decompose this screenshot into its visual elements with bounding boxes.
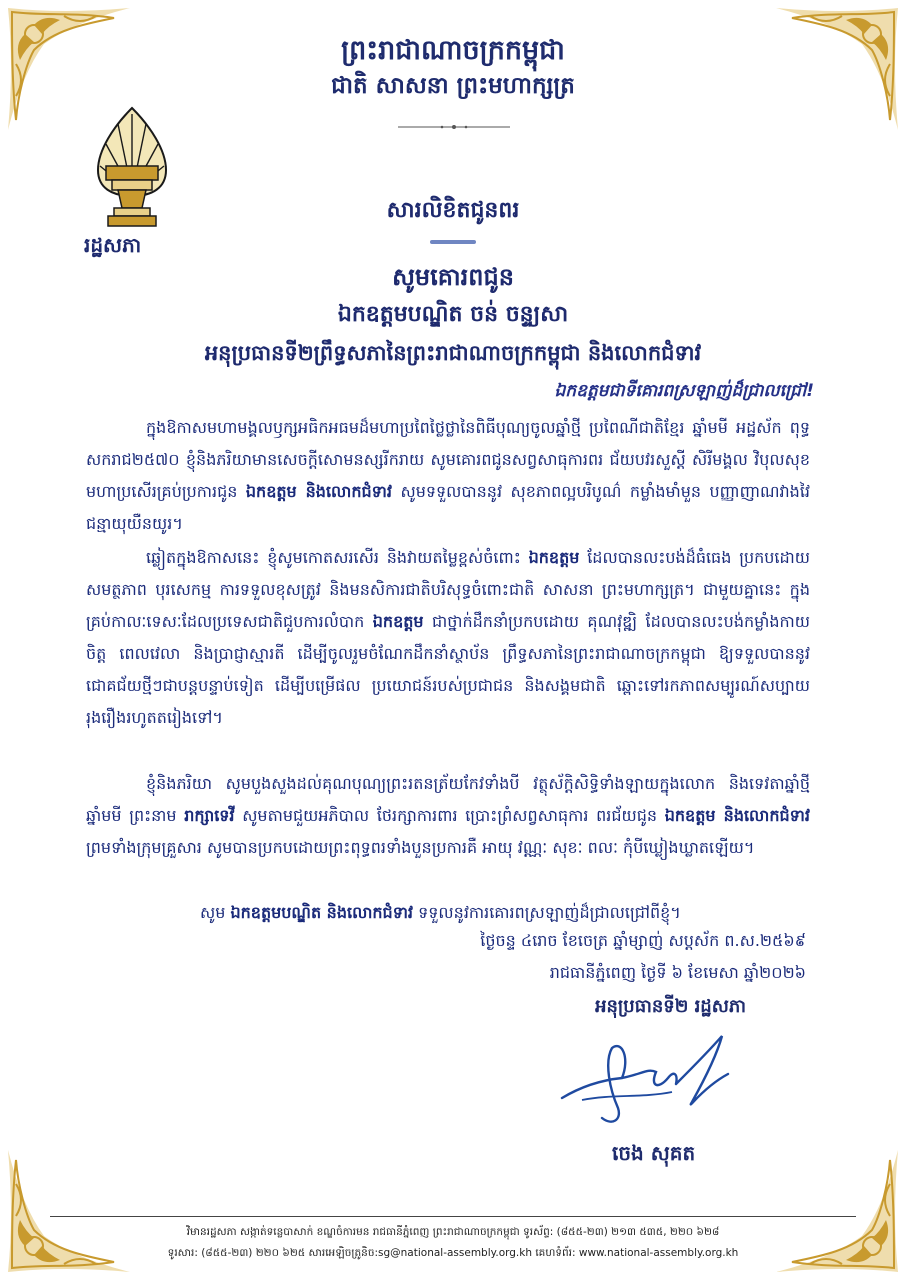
national-motto: ជាតិ សាសនា ព្រះមហាក្សត្រ [331,73,575,99]
body-paragraph-3 [86,768,810,898]
letter-title: សារលិខិតជូនពរ [386,198,520,223]
closing-line [200,898,681,928]
paragraph-text: ដែលបានលះបង់ដ៏ធំធេង ប្រកបដោយសមត្ថភាព បុរសេកម្ម ការទទួលខុសត្រូវ និងមនសិការជាតិបរិសុទ្ធចំពោះជាតិ សាសនា ព្រះមហាក្សត្រ។ ជាមួយគ្នានេះ ក្នុងគ្រប់កាលៈទេសៈដែលប្រទេសជាតិជួបការលំបាក [86,548,810,631]
closing-emphasis: ឯកឧត្តមបណ្ឌិត និងលោកជំទាវ [230,903,414,922]
body-paragraph-2 [86,542,810,768]
paragraph-emphasis: ឯកឧត្តម [372,612,424,631]
institution-name: រដ្ឋសភា [84,233,142,257]
paragraph-text: ខ្ញុំនិងភរិយា សូមបួងសួងដល់គុណបុណ្យព្រះរតនត្រ័យកែវទាំងបី វត្ថុស័ក្តិសិទ្ធិទាំងឡាយក្នុងលោក និងទេវតាឆ្នាំថ្មី ឆ្នាំមមី ព្រះនាម [86,774,810,825]
paragraph-text: ឆ្លៀតក្នុងឱកាសនេះ ខ្ញុំសូមកោតសរសើរ និងវាយតម្លៃខ្ពស់ចំពោះ [146,548,521,567]
greeting-line: ឯកឧត្តមជាទីគោរពស្រឡាញ់ដ៏ជ្រាលជ្រៅ! [554,381,814,401]
body-paragraph-1 [86,412,810,542]
paragraph-text: ជាថ្នាក់ដឹកនាំប្រកបដោយ គុណវុឌ្ឍិ ដែលបានលះបង់កម្លាំងកាយចិត្ត ពេលវេលា និងប្រាជ្ញាស្មារតី ដើម្បីចូលរួមចំណែកដឹកនាំស្ថាប័ន ព្រឹទ្ធសភានៃព្រះរាជាណាចក្រកម្ពុជា ឱ្យទទួលបាននូវជោគជ័យថ្មីៗជាបន្តបន្ទាប់ទៀត ដើម្បីបម្រើផល ប្រយោជន៍របស់ប្រជាជន និងសង្គមជាតិ ឆ្ពោះទៅរកភាពសម្បូរណ៍សប្បាយរុងរឿងរហូតតរៀងទៅ។ [86,612,811,727]
addressee-name: ឯកឧត្តមបណ្ឌិត ចន់ ចន្ទ្យសា [337,302,569,327]
footer-address: វិមានរដ្ឋសភា សង្កាត់ទន្លេបាសាក់ ខណ្ឌចំការមន រាជធានីភ្នំពេញ ព្រះរាជាណាចក្រកម្ពុជា ទូរស័ព្ទ: (៨៥៥-២៣) ២១៣ ៥៣៥, ២២០ ៦២៨ [186,1226,720,1238]
signer-title: អនុប្រធានទី២ រដ្ឋសភា [595,996,746,1017]
paragraph-text: ក្នុងឱកាសមហាមង្គលឫក្សអធិកអធមដ៏មហាប្រពៃថ្លៃថ្លានៃពិធីបុណ្យចូលឆ្នាំថ្មី ប្រពៃណីជាតិខ្មែរ ឆ្នាំមមី អដ្ឋស័ក ពុទ្ធសករាជ២៥៧០ ខ្ញុំនិងភរិយាមានសេចក្តីសោមនស្សរីករាយ សូមគោរពជូនសព្វសាធុការពរ ជ័យបវរសួស្តី សិរីមង្គល វិបុលសុខមហាប្រសើរគ្រប់ប្រការជូន [86,418,810,501]
signer-name: ចេង សុគត [612,1141,696,1165]
paragraph-emphasis: ឯកឧត្តម និងលោកជំទាវ [245,482,392,501]
paragraph-text: សូមតាមជួយអភិបាល ថែរក្សាការពារ ប្រោះព្រំសព្វសាធុការ ពរជ័យជូន [242,806,658,825]
addressee-role: អនុប្រធានទី២ព្រឹទ្ធសភានៃព្រះរាជាណាចក្រកម្ពុជា និងលោកជំទាវ [204,341,702,365]
paragraph-text: ព្រមទាំងក្រុមគ្រួសារ សូមបានប្រកបដោយព្រះពុទ្ធពរទាំងបួនប្រការគឺ អាយុ វណ្ណៈ សុខៈ ពលៈ កុំបីឃ្លៀងឃ្លាតឡើយ។ [86,838,755,857]
closing-text: ទទួលនូវការគោរពស្រឡាញ់ដ៏ជ្រាលជ្រៅពីខ្ញុំ។ [418,903,681,922]
place-date: រាជធានីភ្នំពេញ ថ្ងៃទី ៦ ខែមេសា ឆ្នាំ២០២៦ [549,963,806,982]
footer-rule [50,1216,856,1217]
paragraph-emphasis: រាក្សាទេវី [184,806,235,825]
handwritten-signature [552,1028,742,1130]
paragraph-emphasis: ឯកឧត្តម និងលោកជំទាវ [664,806,810,825]
kingdom-heading: ព្រះរាជាណាចក្រកម្ពុជា [341,35,565,66]
title-divider [430,240,476,244]
footer-contact: ទូរសារ: (៨៥៥-២៣) ២២០ ៦២៥ សារអេឡិចត្រូនិច:sg@national-assembly.org.kh គេហទំព័រ: www.national-assembly.org.kh [167,1247,739,1259]
paragraph-emphasis: ឯកឧត្តម [528,548,580,567]
lunar-date: ថ្ងៃចន្ទ ៤រោច ខែចេត្រ ឆ្នាំម្សាញ់ សប្តស័ក ព.ស.២៥៦៩ [480,931,806,950]
salutation: សូមគោរពជូន [392,263,514,291]
closing-lead: សូម [200,903,226,922]
paragraph-text: សូមទទួលបាននូវ សុខភាពល្អបរិបូណ៌ កម្លាំងមាំមួន បញ្ញាញាណវាងវៃ ជន្មាយុយឺនយូរ។ [86,482,810,533]
header-divider-ornament [398,124,510,130]
